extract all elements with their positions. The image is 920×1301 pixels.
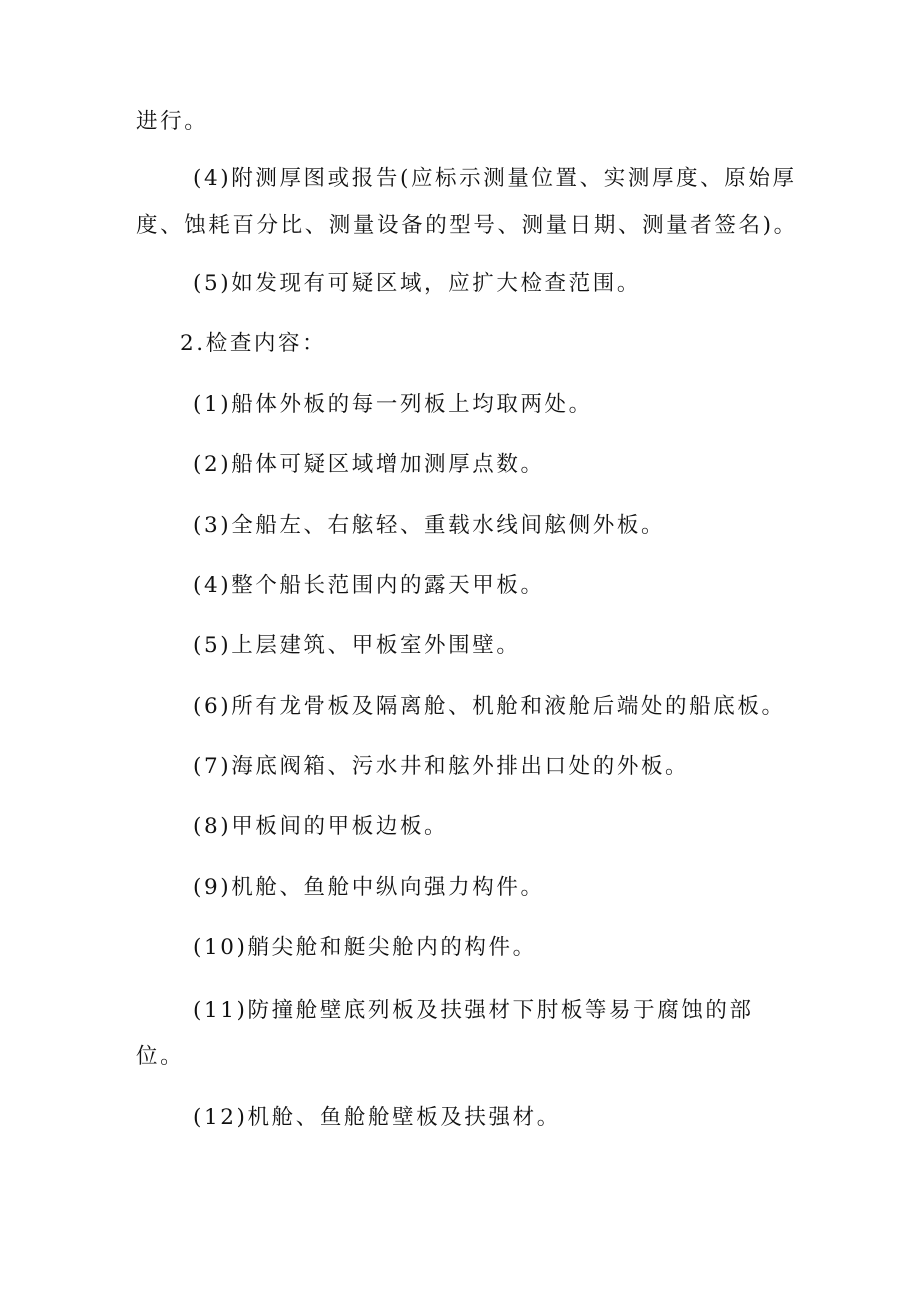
list-item-10: (10)艄尖舱和艇尖舱内的构件。 [193,935,537,960]
list-item-11-wrap: 位。 [136,1044,185,1069]
list-item-11: (11)防撞舱壁底列板及扶强材下肘板等易于腐蚀的部 [193,998,754,1023]
list-item-6: (6)所有龙骨板及隔离舱、机舱和液舱后端处的船底板。 [193,694,786,719]
list-item-7: (7)海底阀箱、污水井和舷外排出口处的外板。 [193,754,690,779]
text-line-item-5: (5)如发现有可疑区域，应扩大检查范围。 [193,271,641,296]
section-heading-inspection-content: 2.检查内容： [180,331,327,356]
text-line-item-4-wrap: 度、蚀耗百分比、测量设备的型号、测量日期、测量者签名)。 [136,213,798,238]
list-item-4: (4)整个船长范围内的露天甲板。 [193,573,545,598]
list-item-3: (3)全船左、右舷轻、重载水线间舷侧外板。 [193,513,666,538]
list-item-12: (12)机舱、鱼舱舱壁板及扶强材。 [193,1105,561,1130]
list-item-5: (5)上层建筑、甲板室外围壁。 [193,633,521,658]
list-item-1: (1)船体外板的每一列板上均取两处。 [193,392,593,417]
list-item-8: (8)甲板间的甲板边板。 [193,814,449,839]
list-item-9: (9)机舱、鱼舱中纵向强力构件。 [193,875,545,900]
list-item-2: (2)船体可疑区域增加测厚点数。 [193,452,545,477]
text-line-item-4: (4)附测厚图或报告(应标示测量位置、实测厚度、原始厚 [193,166,797,191]
text-line-continuation: 进行。 [136,109,209,134]
